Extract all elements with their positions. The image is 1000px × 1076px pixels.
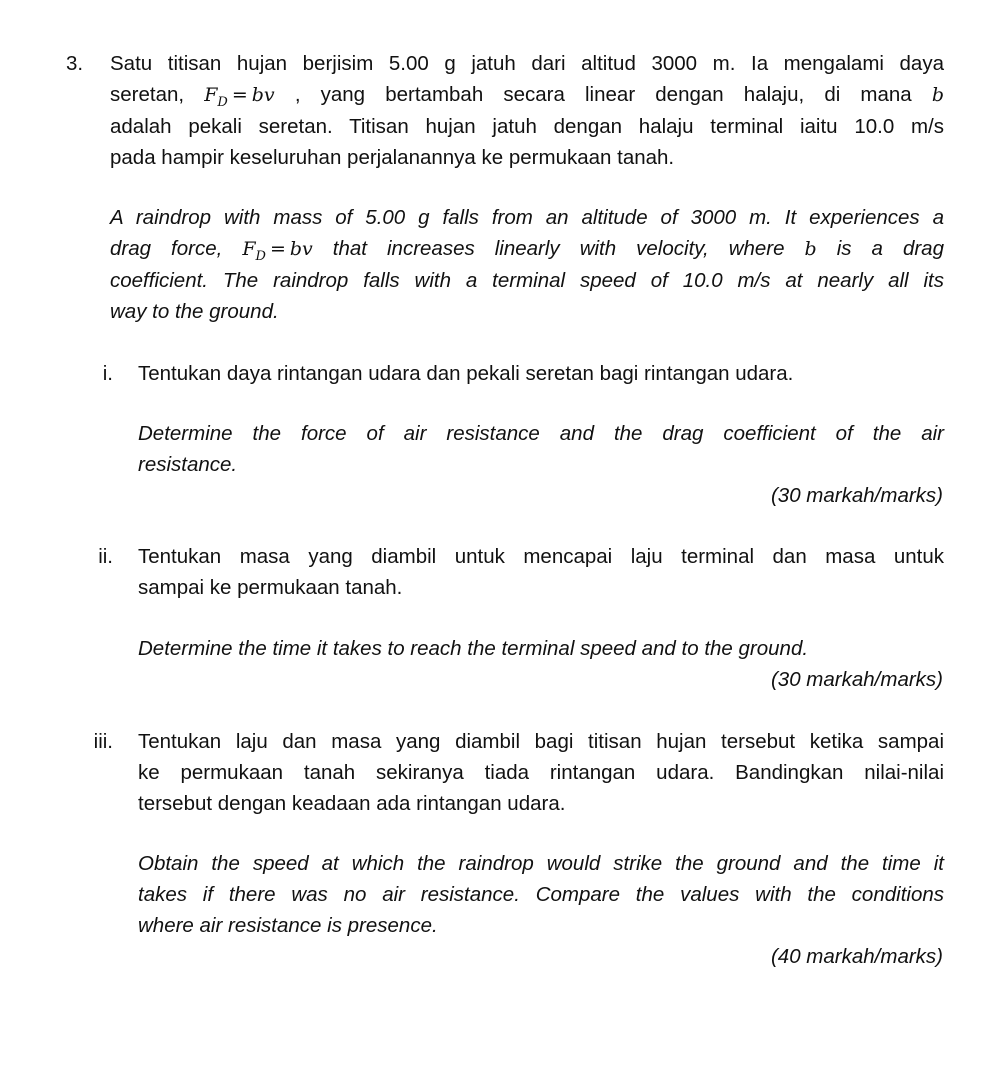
part-iii-numeral: iii.	[93, 730, 113, 753]
part-i-english-line-1: Determine the force of air resistance and the drag coefficient of the air	[138, 422, 944, 445]
formula-equals: =	[231, 84, 248, 106]
formula-subscript-d: D	[217, 94, 228, 110]
part-ii-malay-line-2: sampai ke permukaan tanah.	[138, 576, 403, 599]
stem-malay-line-4: pada hampir keseluruhan perjalanannya ke permukaan tanah.	[110, 146, 675, 169]
variable-b: b	[931, 84, 945, 106]
stem-english-line-2-end: is a drag	[836, 237, 944, 260]
part-i-malay-line-1: Tentukan daya rintangan udara dan pekali seretan bagi rintangan udara.	[138, 362, 794, 385]
stem-english-line-1: A raindrop with mass of 5.00 g falls from an altitude of 3000 m. It experiences a	[110, 206, 944, 229]
part-ii-marks: (30 markah/marks)	[770, 668, 943, 691]
part-i-malay	[138, 358, 944, 420]
part-iii-malay	[138, 726, 944, 850]
part-iii-malay-line-3: tersebut dengan keadaan ada rintangan udara.	[138, 792, 566, 815]
stem-english-line-2	[110, 233, 944, 265]
part-ii-malay	[138, 541, 944, 634]
part-iii-english-line-2: takes if there was no air resistance. Compare the values with the conditions	[138, 883, 944, 906]
question-stem-english	[110, 202, 944, 358]
stem-malay-line-2	[110, 79, 944, 111]
formula-subscript-d: D	[255, 248, 266, 264]
stem-english-line-4: way to the ground.	[110, 300, 279, 323]
part-iii-english-line-3: where air resistance is presence.	[138, 914, 438, 937]
formula-rhs: bv	[289, 238, 313, 260]
question-number: 3.	[66, 52, 84, 75]
formula-equals: =	[269, 238, 286, 260]
drag-force-formula-english	[242, 238, 313, 264]
stem-malay-line-1: Satu titisan hujan berjisim 5.00 g jatuh dari altitud 3000 m. Ia mengalami daya	[110, 52, 944, 75]
stem-malay-line-2-pre: seretan,	[110, 83, 185, 106]
stem-english-line-2-post: that increases linearly with velocity, where	[332, 237, 785, 260]
part-ii-english-line-1: Determine the time it takes to reach the terminal speed and to the ground.	[138, 637, 809, 660]
part-i-english-line-2: resistance.	[138, 453, 238, 476]
stem-english-line-3: coefficient. The raindrop falls with a terminal speed of 10.0 m/s at nearly all its	[110, 269, 944, 292]
stem-malay-line-2-post: , yang bertambah secara linear dengan halaju, di mana	[294, 83, 912, 106]
variable-b: b	[804, 238, 817, 260]
part-ii-numeral: ii.	[98, 545, 113, 568]
drag-force-formula	[204, 84, 275, 110]
part-iii-marks: (40 markah/marks)	[770, 945, 943, 968]
formula-symbol-f: F	[204, 84, 218, 106]
part-ii-malay-line-1: Tentukan masa yang diambil untuk mencapai laju terminal dan masa untuk	[138, 545, 944, 568]
part-i-numeral: i.	[102, 362, 113, 385]
part-i-marks: (30 markah/marks)	[770, 484, 943, 507]
part-iii-english-line-1: Obtain the speed at which the raindrop would strike the ground and the time it	[138, 852, 944, 875]
question-stem-malay	[110, 48, 944, 204]
formula-symbol-f: F	[242, 238, 256, 260]
part-iii-malay-line-1: Tentukan laju dan masa yang diambil bagi titisan hujan tersebut ketika sampai	[138, 730, 944, 753]
stem-english-line-2-pre: drag force,	[110, 237, 223, 260]
formula-rhs: bv	[251, 84, 275, 106]
stem-malay-line-3: adalah pekali seretan. Titisan hujan jatuh dengan halaju terminal iaitu 10.0 m/s	[110, 115, 944, 138]
part-iii-malay-line-2: ke permukaan tanah sekiranya tiada rintangan udara. Bandingkan nilai-nilai	[138, 761, 944, 784]
